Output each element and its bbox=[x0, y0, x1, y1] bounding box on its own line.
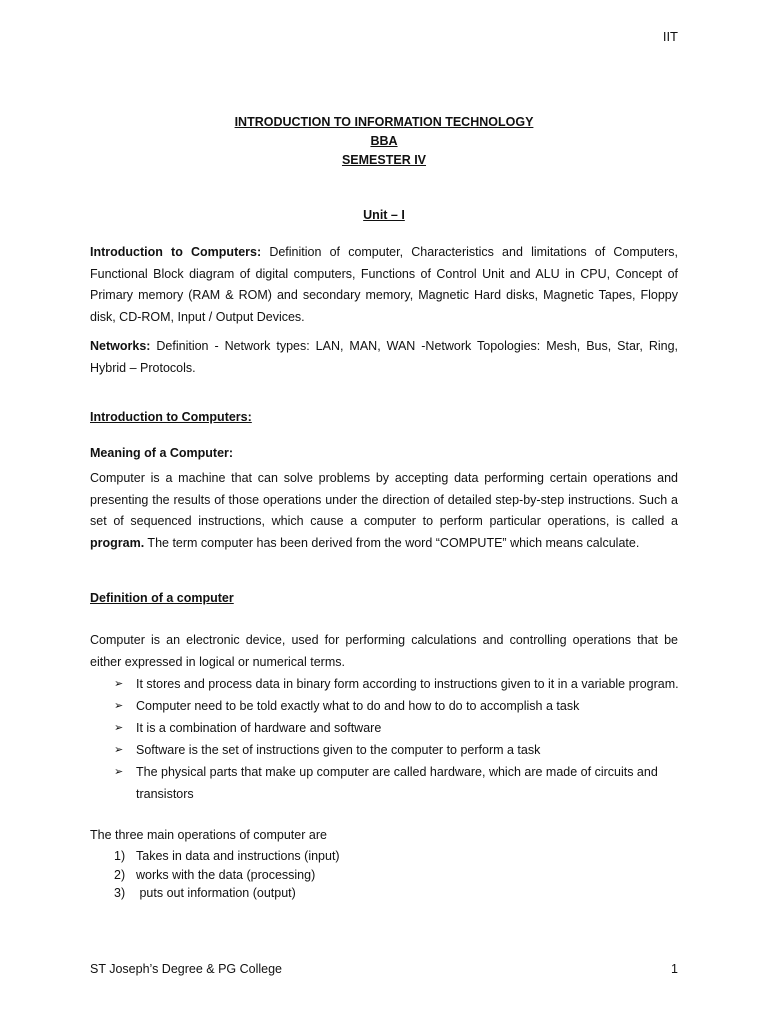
definition-paragraph bbox=[90, 630, 678, 673]
list-item: ➢ The physical parts that make up computer are called hardware, which are made of circuits and transistors bbox=[114, 762, 680, 805]
syllabus-intro-label: Introduction to Computers: bbox=[90, 245, 262, 259]
definition-text: Computer is an electronic device, used for performing calculations and controlling operations that be either expressed in logical or numerical terms. bbox=[90, 633, 678, 669]
meaning-paragraph bbox=[90, 468, 678, 554]
operations-list bbox=[114, 847, 340, 903]
definition-bullets bbox=[114, 674, 680, 806]
list-item: ➢ It is a combination of hardware and software bbox=[114, 718, 680, 740]
section-heading-text: Introduction to Computers: bbox=[90, 410, 252, 424]
title-line-2: BBA bbox=[370, 134, 398, 148]
arrow-bullet-icon: ➢ bbox=[114, 678, 124, 690]
list-item: ➢ Software is the set of instructions given to the computer to perform a task bbox=[114, 740, 680, 762]
header-code: IIT bbox=[662, 29, 678, 44]
arrow-bullet-icon: ➢ bbox=[114, 722, 124, 734]
syllabus-intro bbox=[90, 242, 678, 328]
syllabus-networks bbox=[90, 336, 678, 379]
list-item: 2) works with the data (processing) bbox=[114, 867, 316, 882]
definition-heading bbox=[90, 591, 678, 605]
syllabus-intro-text: Definition of computer, Characteristics and limitations of Computers, Functional Block diagram of digital computers, Functions of Control Unit and ALU in CPU, Concept of Primary memory (RAM & ROM) and secondary memory, Magnetic Hard disks, Magnetic Tapes, Floppy disk, CD-ROM, Input / Output Devices. bbox=[90, 245, 678, 324]
list-item: 3) puts out information (output) bbox=[114, 886, 296, 900]
meaning-text-after: The term computer has been derived from the word “COMPUTE” which means calculate. bbox=[144, 535, 640, 550]
meaning-heading-text: Meaning of a Computer: bbox=[90, 446, 234, 460]
list-item: 1) Takes in data and instructions (input) bbox=[114, 849, 340, 863]
unit-heading: Unit – I bbox=[363, 208, 405, 222]
arrow-bullet-icon: ➢ bbox=[114, 744, 124, 756]
meaning-text-before: Computer is a machine that can solve problems by accepting data performing certain operations and presenting the results of those operations under the direction of detailed step-by-step instructions. Such a set of sequenced instructions, which cause a computer to perform particular operations, is called a bbox=[90, 471, 678, 528]
operations-intro-text: The three main operations of computer are bbox=[90, 828, 327, 842]
section-heading bbox=[90, 410, 678, 424]
footer-page-number: 1 bbox=[671, 962, 678, 976]
arrow-bullet-icon: ➢ bbox=[114, 700, 124, 712]
title-line-3: SEMESTER IV bbox=[341, 153, 427, 167]
meaning-heading bbox=[90, 446, 678, 460]
syllabus-networks-label: Networks: bbox=[90, 339, 151, 353]
list-item: ➢ Computer need to be told exactly what to do and how to do to accomplish a task bbox=[114, 696, 680, 718]
title-line-1: INTRODUCTION TO INFORMATION TECHNOLOGY bbox=[234, 115, 534, 129]
meaning-bold-term: program. bbox=[90, 535, 145, 550]
operations-intro bbox=[90, 828, 678, 842]
title-block bbox=[0, 113, 768, 170]
footer-college: ST Joseph’s Degree & PG College bbox=[90, 962, 283, 976]
definition-heading-text: Definition of a computer bbox=[90, 591, 234, 605]
list-item: ➢ It stores and process data in binary form according to instructions given to it in a variable program. bbox=[114, 674, 680, 696]
arrow-bullet-icon: ➢ bbox=[114, 766, 124, 778]
syllabus-networks-text: Definition - Network types: LAN, MAN, WAN -Network Topologies: Mesh, Bus, Star, Ring, Hybrid – Protocols. bbox=[90, 339, 678, 375]
